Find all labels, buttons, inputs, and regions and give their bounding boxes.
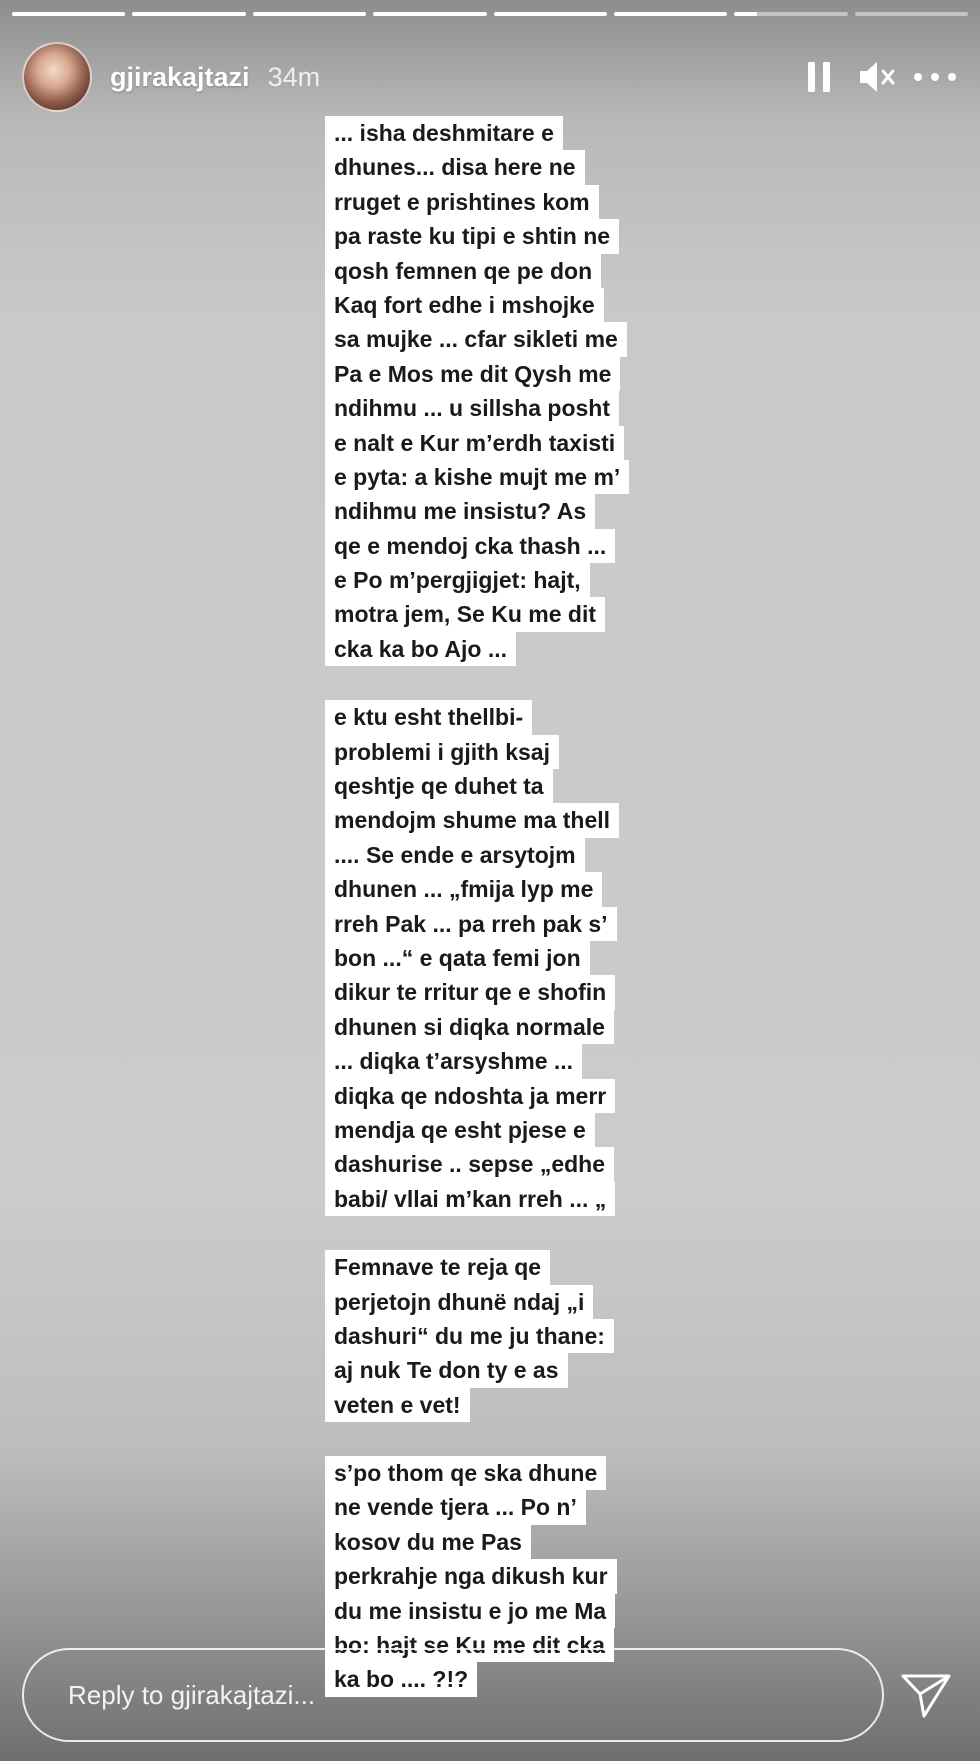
pause-button[interactable]	[796, 54, 842, 100]
story-text-line: e nalt e Kur m’erdh taxisti	[325, 426, 624, 460]
pause-icon	[806, 61, 832, 93]
story-text-line: pa raste ku tipi e shtin ne	[325, 219, 619, 253]
progress-segment	[614, 12, 727, 16]
progress-segment	[253, 12, 366, 16]
story-paragraph	[325, 116, 665, 666]
progress-fill	[494, 12, 607, 16]
story-text-line: ... isha deshmitare e	[325, 116, 563, 150]
story-text-line: bo: hajt se Ku me dit cka	[325, 1628, 614, 1662]
story-text-line: ne vende tjera ... Po n’	[325, 1490, 586, 1524]
progress-fill	[132, 12, 245, 16]
story-text-line: dhunen ... „fmija lyp me	[325, 872, 602, 906]
story-text-line: qe e mendoj cka thash ...	[325, 529, 615, 563]
more-icon	[913, 72, 957, 82]
story-text-line: Kaq fort edhe i mshojke	[325, 288, 604, 322]
story-text-line: problemi i gjith ksaj	[325, 735, 559, 769]
story-text-line: e ktu esht thellbi-	[325, 700, 532, 734]
progress-segment	[132, 12, 245, 16]
story-text-line: dashurise .. sepse „edhe	[325, 1147, 614, 1181]
story-text-line: Pa e Mos me dit Qysh me	[325, 357, 620, 391]
story-progress-bar	[12, 12, 968, 16]
story-text-line: diqka qe ndoshta ja merr	[325, 1079, 615, 1113]
story-text-line: ka bo .... ?!?	[325, 1662, 477, 1696]
story-text-line: kosov du me Pas	[325, 1525, 531, 1559]
reply-bar[interactable]	[22, 1648, 884, 1742]
progress-fill	[12, 12, 125, 16]
story-text-block	[325, 116, 665, 1731]
username[interactable]: gjirakajtazi	[110, 61, 250, 92]
story-text-line: perkrahje nga dikush kur	[325, 1559, 617, 1593]
story-text-line: e Po m’pergjigjet: hajt,	[325, 563, 590, 597]
mute-icon	[858, 60, 896, 94]
mute-button[interactable]	[854, 54, 900, 100]
story-text-line: mendojm shume ma thell	[325, 803, 619, 837]
story-text-line: .... Se ende e arsytojm	[325, 838, 585, 872]
reply-input[interactable]	[68, 1680, 882, 1711]
story-text-line: dhunen si diqka normale	[325, 1010, 614, 1044]
story-text-line: dikur te rritur qe e shofin	[325, 975, 615, 1009]
story-paragraph	[325, 1250, 665, 1422]
story-text-line: dhunes... disa here ne	[325, 150, 585, 184]
more-options-button[interactable]	[912, 54, 958, 100]
progress-segment	[734, 12, 847, 16]
story-text-line: qeshtje qe duhet ta	[325, 769, 553, 803]
story-text-line: mendja qe esht pjese e	[325, 1113, 595, 1147]
avatar[interactable]	[22, 42, 92, 112]
send-button[interactable]	[896, 1666, 956, 1726]
story-text-line: veten e vet!	[325, 1388, 470, 1422]
story-text-line: rreh Pak ... pa rreh pak s’	[325, 907, 617, 941]
progress-segment	[12, 12, 125, 16]
story-text-line: du me insistu e jo me Ma	[325, 1594, 615, 1628]
story-text-line: sa mujke ... cfar sikleti me	[325, 322, 627, 356]
story-text-line: cka ka bo Ajo ...	[325, 632, 516, 666]
progress-fill	[734, 12, 757, 16]
story-text-line: Femnave te reja qe	[325, 1250, 550, 1284]
story-text-line: qosh femnen qe pe don	[325, 254, 601, 288]
progress-fill	[373, 12, 486, 16]
progress-segment	[855, 12, 968, 16]
story-text-line: ndihmu me insistu? As	[325, 494, 595, 528]
story-text-line: e pyta: a kishe mujt me m’	[325, 460, 629, 494]
story-text-line: motra jem, Se Ku me dit	[325, 597, 605, 631]
story-paragraph	[325, 700, 665, 1216]
story-text-line: ndihmu ... u sillsha posht	[325, 391, 619, 425]
progress-segment	[373, 12, 486, 16]
progress-fill	[614, 12, 727, 16]
story-text-line: ... diqka t’arsyshme ...	[325, 1044, 582, 1078]
story-text-line: aj nuk Te don ty e as	[325, 1353, 568, 1387]
story-text-line: perjetojn dhunë ndaj „i	[325, 1285, 593, 1319]
progress-segment	[494, 12, 607, 16]
story-text-line: babi/ vllai m’kan rreh ... „	[325, 1182, 615, 1216]
send-icon	[900, 1672, 952, 1720]
story-header	[22, 42, 958, 112]
story-text-line: rruget e prishtines kom	[325, 185, 599, 219]
story-text-line: dashuri“ du me ju thane:	[325, 1319, 614, 1353]
story-text-line: s’po thom qe ska dhune	[325, 1456, 606, 1490]
time-ago: 34m	[267, 61, 321, 92]
progress-fill	[253, 12, 366, 16]
story-text-line: bon ...“ e qata femi jon	[325, 941, 590, 975]
